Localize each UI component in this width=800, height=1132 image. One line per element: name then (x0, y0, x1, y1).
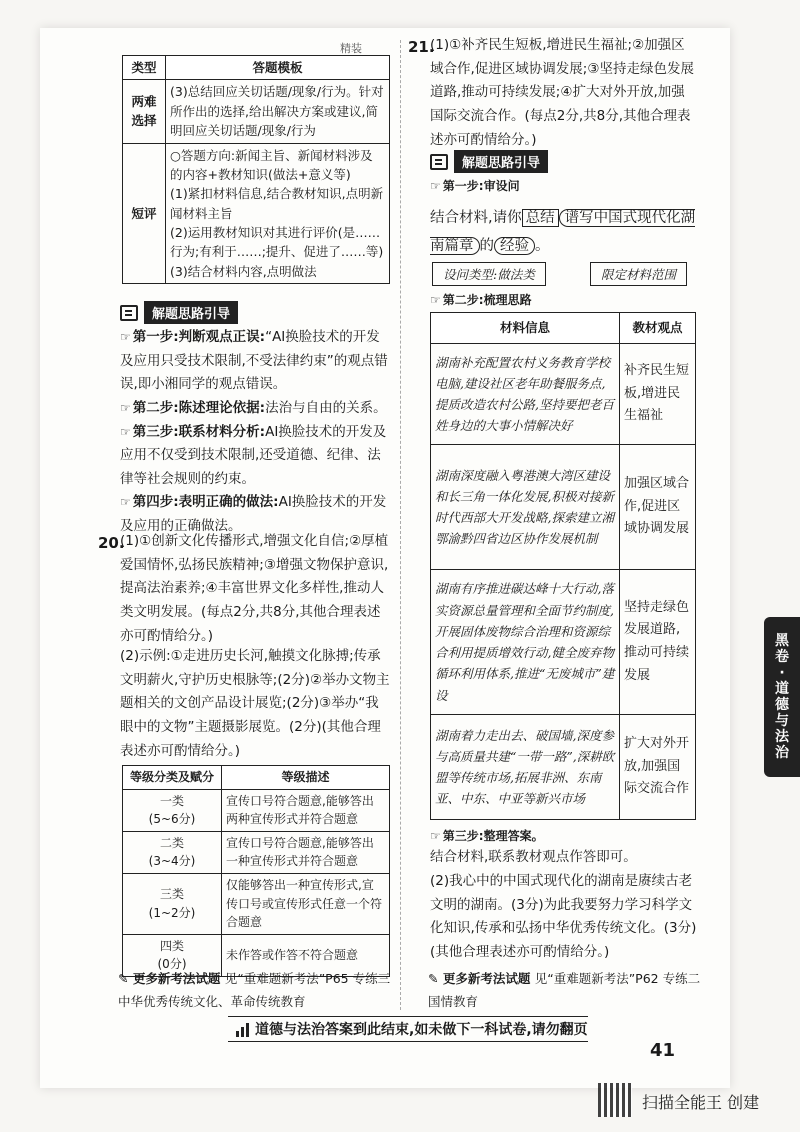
info-view-cell: 补齐民生短板,增进民生福祉 (620, 344, 696, 445)
question-20-part2: (2)示例:①走进历史长河,触摸文化脉搏;传承文明薪火,守护历史根脉等;(2分)②举办文物主题相关的文创产品设计展览;(2分)③举办“我眼中的文物”主题摄影展览。(2分)(其他合理表述亦可酌情给分。) (120, 648, 390, 759)
notebook-icon (120, 305, 138, 321)
keyword-oval: 谱写中国式现代化湖南篇章 (430, 210, 696, 255)
keyword-box: 总结 (522, 209, 559, 227)
info-material-cell: 湖南有序推进碳达峰十大行动,落实资源总量管理和全面节约制度,开展固体废物综合治理和资源综合利用提质增效行动,健全废弃物循环利用体系,推进“无废城市”建设 (431, 570, 620, 715)
notebook-icon (430, 154, 448, 170)
paperclip-icon: ✎ (118, 971, 129, 986)
step-item: ☞ 第二步:陈述理论依据:法治与自由的关系。 (120, 399, 387, 416)
page-number: 41 (650, 1040, 676, 1061)
header-label: 精装 (340, 42, 362, 55)
step-item: ☞ 第三步:联系材料分析:AI换脸技术的开发及应用不仅受到技术限制,还受道德、纪律、法律等社会规则的约束。 (120, 423, 387, 487)
step-item: ☞ 第一步:判断观点正误:“AI换脸技术的开发及应用只受技术限制,不受法律约束”的观点错误,即小湘同学的观点错误。 (120, 329, 388, 393)
pointing-hand-icon: ☞ (120, 495, 131, 510)
info-header-material: 材料信息 (431, 313, 620, 344)
template-type-cell: 两难 选择 (123, 80, 166, 143)
material-scope-note: 限定材料范围 (590, 262, 687, 286)
step3-text: 结合材料,联系教材观点作答即可。 (430, 849, 637, 865)
grade-header-level: 等级分类及赋分 (123, 766, 222, 790)
grade-desc: 宣传口号符合题意,能够答出一种宣传形式并符合题意 (222, 831, 390, 873)
step3-label: ☞ 第三步:整理答案。 (430, 829, 544, 843)
pointing-hand-icon: ☞ (430, 293, 441, 307)
info-header-view: 教材观点 (620, 313, 696, 344)
pointing-hand-icon: ☞ (120, 400, 131, 415)
question-20-part1: (1)①创新文化传播形式,增强文化自信;②厚植爱国情怀,弘扬民族精神;③增强文物保护意识,提高法治素养;④丰富世界文化多样性,推动人类文明发展。(每点2分,共8分,其他合理表述亦可酌情给分。) (120, 533, 389, 644)
step1-label: ☞ 第一步:审设问 (430, 179, 520, 193)
question-type-note: 设问类型:做法类 (432, 262, 546, 286)
right-guide-title: 解题思路引导 (454, 150, 548, 173)
info-view-cell: 坚持走绿色发展道路,推动可持续发展 (620, 570, 696, 715)
grade-score: (0分) (157, 957, 187, 972)
scanner-credit: 扫描全能王 创建 (642, 1093, 760, 1112)
grade-level: 四类 (159, 938, 184, 953)
grade-table (122, 765, 390, 977)
grade-level: 二类 (159, 835, 184, 850)
grade-desc: 仅能够答出一种宣传形式,宣传口号或宣传形式任意一个符合题意 (222, 873, 390, 934)
left-more-tests: ✎ 更多新考法试题 见“重难题新考法”P65 专练三 中华优秀传统文化、革命传统教育 (118, 971, 391, 1009)
pointing-hand-icon: ☞ (120, 330, 131, 344)
paperclip-icon: ✎ (428, 971, 439, 986)
pointing-hand-icon: ☞ (120, 424, 131, 439)
grade-score: (3~4分) (148, 854, 196, 869)
end-of-answers-banner: 道德与法治答案到此结束,如未做下一科试卷,请勿翻页 (228, 1016, 588, 1042)
material-info-table (430, 312, 696, 820)
pointing-hand-icon: ☞ (430, 829, 441, 843)
step1-sentence: 结合材料,请你 总结 谱写中国式现代化湖南篇章 的 经验 。 (430, 210, 696, 255)
info-view-cell: 扩大对外开放,加强国际交流合作 (620, 715, 696, 820)
grade-score: (1~2分) (148, 905, 196, 920)
subject-side-tab: 黑 卷 · 道 德 与 法 治 (764, 617, 800, 777)
info-material-cell: 湖南着力走出去、破国墙,深度参与高质量共建“一带一路”,深耕欧盟等传统市场,拓展非洲、东南亚、中东、中亚等新兴市场 (431, 715, 620, 820)
grade-score: (5~6分) (148, 812, 196, 827)
question-20-number: 20. (98, 534, 125, 552)
template-type-cell: 短评 (123, 143, 166, 284)
question-21-number: 21. (408, 38, 435, 56)
grade-header-desc: 等级描述 (222, 766, 390, 790)
right-guide-header (430, 150, 548, 173)
info-material-cell: 湖南补充配置农村义务教育学校电脑,建设社区老年助餐服务点,提质改造农村公路,坚持要把老百姓身边的大事小情解决好 (431, 344, 620, 445)
left-steps (120, 326, 392, 539)
grade-level: 一类 (159, 793, 184, 808)
bar-chart-icon (236, 1021, 249, 1037)
pointing-hand-icon: ☞ (430, 179, 441, 193)
info-material-cell: 湖南深度融入粤港澳大湾区建设和长三角一体化发展,积极对接新时代西部大开发战略,探索建立湘鄂渝黔四省边区协作发展机制 (431, 445, 620, 570)
step2-label: ☞ 第二步:梳理思路 (430, 293, 532, 307)
template-header-type: 类型 (123, 56, 166, 80)
qr-code-icon (598, 1083, 632, 1117)
template-content-cell: ○答题方向:新闻主旨、新闻材料涉及的内容+教材知识(做法+意义等) (1)紧扣材料信息,结合教材知识,点明新闻材料主旨 (2)运用教材知识对其进行评价(是……行为;有利于……;提升、促进了……等) (3)结合材料内容,点明做法 (166, 143, 390, 284)
question-21-part2: (2)我心中的中国式现代化的湖南是赓续古老文明的湖南。(3分)为此我要努力学习科学文化知识,传承和弘扬中华优秀传统文化。(3分)(其他合理表述亦可酌情给分。) (430, 873, 697, 960)
left-guide-header (120, 301, 238, 324)
column-divider (400, 40, 401, 1010)
template-content-cell: (3)总结回应关切话题/现象/行为。针对所作出的选择,给出解决方案或建议,简明回应关切话题/现象/行为 (166, 80, 390, 143)
question-21-answer: (1)①补齐民生短板,增进民生福祉;②加强区域合作,促进区域协调发展;③坚持走绿色发展道路,推动可持续发展;④扩大对外开放,加强国际交流合作。(每点2分,共8分,其他合理表述亦可酌情给分。) (430, 37, 694, 148)
info-view-cell: 加强区域合作,促进区域协调发展 (620, 445, 696, 570)
right-more-tests: ✎ 更多新考法试题 见“重难题新考法”P62 专练二 国情教育 (428, 971, 701, 1009)
template-table (122, 55, 390, 284)
keyword-oval: 经验 (494, 237, 535, 255)
grade-level: 三类 (159, 887, 184, 902)
grade-desc: 宣传口号符合题意,能够答出两种宣传形式并符合题意 (222, 789, 390, 831)
template-header-content: 答题模板 (166, 56, 390, 80)
grade-desc: 未作答或作答不符合题意 (222, 934, 390, 976)
left-guide-title: 解题思路引导 (144, 301, 238, 324)
step-item: ☞ 第四步:表明正确的做法:AI换脸技术的开发及应用的正确做法。 (120, 494, 387, 534)
